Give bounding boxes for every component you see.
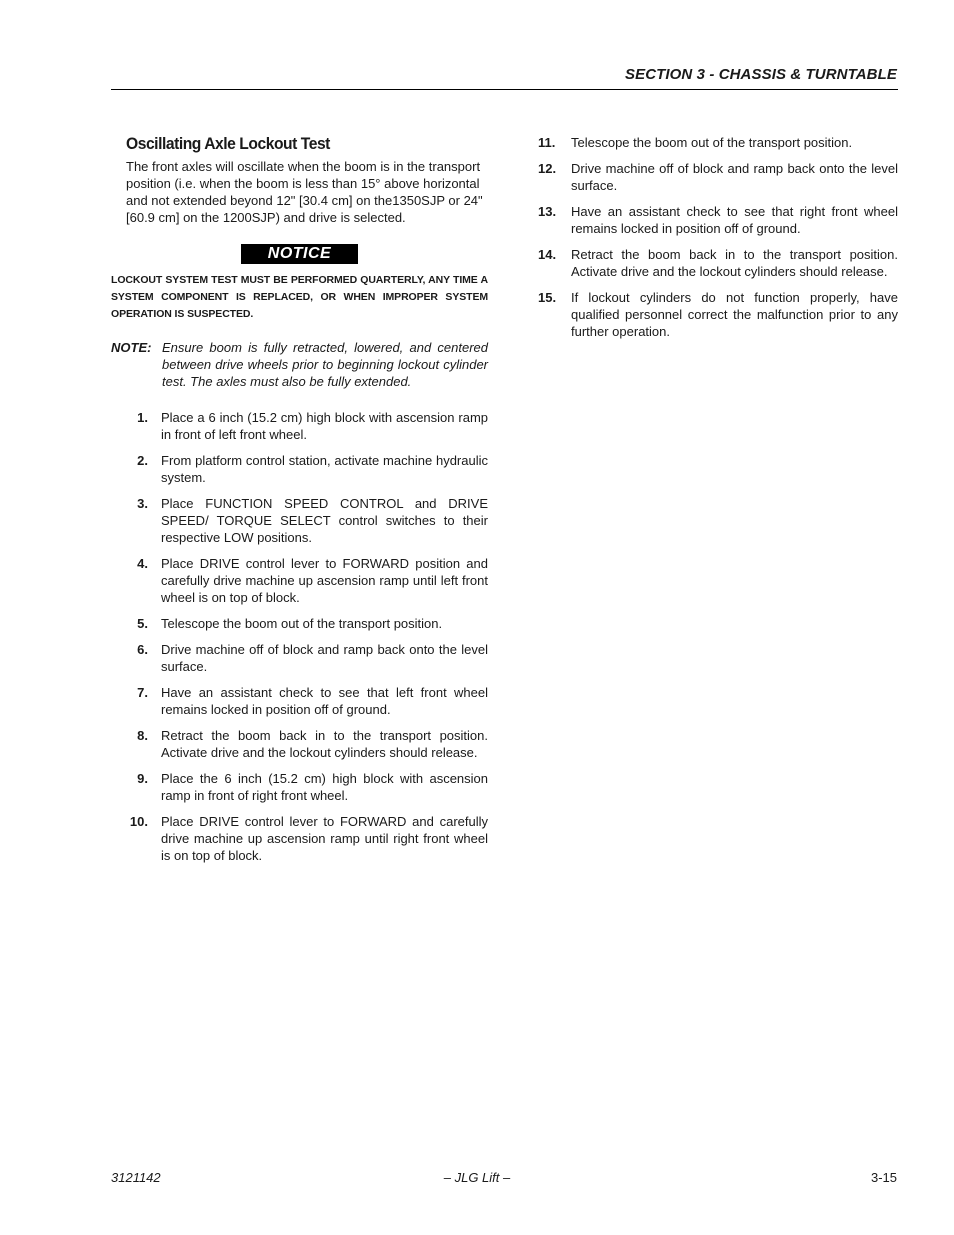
step-item: [111, 813, 488, 864]
step-number: [111, 641, 161, 675]
step-number: [538, 160, 571, 194]
step-item: [111, 495, 488, 546]
step-item: [111, 409, 488, 443]
step-number: [111, 452, 161, 486]
step-text: Drive machine off of block and ramp back onto the level surface.: [571, 161, 898, 193]
step-number-text: 5.: [137, 616, 148, 631]
step-number-text: 13.: [538, 204, 557, 219]
step-list: [111, 409, 488, 864]
step-item: [538, 246, 898, 280]
step-number: [111, 495, 161, 546]
left-column: [111, 134, 488, 873]
notice-badge: NOTICE: [241, 244, 358, 264]
step-number: [538, 289, 571, 340]
step-item: [111, 727, 488, 761]
step-text: Place FUNCTION SPEED CONTROL and DRIVE SPEED/ TORQUE SELECT control switches to their respective LOW positions.: [161, 496, 488, 545]
step-number: [538, 203, 571, 237]
step-text: Have an assistant check to see that right front wheel remains locked in position off of ground.: [571, 204, 898, 236]
step-text: If lockout cylinders do not function properly, have qualified personnel correct the malfunction prior to any further operation.: [571, 290, 898, 339]
step-item: [111, 770, 488, 804]
step-text: Have an assistant check to see that left front wheel remains locked in position off of ground.: [161, 685, 488, 717]
note-text: Ensure boom is fully retracted, lowered, and centered between drive wheels prior to beginning lockout cylinder test. The axles must also be fully extended.: [162, 340, 488, 389]
step-item: [538, 289, 898, 340]
step-number-text: 8.: [137, 728, 148, 743]
notice-text: LOCKOUT SYSTEM TEST MUST BE PERFORMED QUARTERLY, ANY TIME A SYSTEM COMPONENT IS REPLACED, OR WHEN IMPROPER SYSTEM OPERATION IS SUSPECTED.: [111, 274, 488, 320]
step-list: [538, 134, 898, 340]
step-number: [538, 246, 571, 280]
step-number-text: 3.: [137, 496, 148, 511]
section-heading: Oscillating Axle Lockout Test: [126, 134, 330, 153]
step-number: [111, 727, 161, 761]
step-number: [111, 684, 161, 718]
step-text: Telescope the boom out of the transport position.: [161, 616, 443, 631]
step-item: [538, 134, 898, 151]
step-number: [111, 555, 161, 606]
note: [111, 339, 488, 390]
step-item: [111, 641, 488, 675]
step-number-text: 11.: [538, 135, 556, 150]
step-text: Telescope the boom out of the transport position.: [571, 135, 853, 150]
step-number-text: 1.: [137, 410, 148, 425]
step-number-text: 14.: [538, 247, 557, 262]
step-number-text: 4.: [137, 556, 148, 571]
step-text: Place a 6 inch (15.2 cm) high block with ascension ramp in front of left front wheel.: [161, 410, 488, 442]
step-number-text: 2.: [137, 453, 148, 468]
step-text: Place DRIVE control lever to FORWARD position and carefully drive machine up ascension ramp until left front wheel is on top of block.: [161, 556, 488, 605]
step-number: [111, 770, 161, 804]
step-number: [111, 813, 161, 864]
step-item: [538, 160, 898, 194]
step-number-text: 12.: [538, 161, 557, 176]
step-text: Retract the boom back in to the transport position. Activate drive and the lockout cylinders should release.: [571, 247, 898, 279]
note-label: NOTE:: [111, 340, 152, 355]
intro-paragraph: The front axles will oscillate when the boom is in the transport position (i.e. when the boom is less than 15° above horizontal and not extended beyond 12" [30.4 cm] on the1350SJP or 24" [60.9 cm] on the 1200SJP) and drive is selected.: [126, 159, 483, 225]
step-text: Drive machine off of block and ramp back onto the level surface.: [161, 642, 488, 674]
step-item: [538, 203, 898, 237]
header-rule: [111, 89, 898, 90]
step-number-text: 9.: [137, 771, 148, 786]
page-number: 3-15: [870, 1170, 897, 1185]
step-number-text: 7.: [137, 685, 148, 700]
step-text: Place DRIVE control lever to FORWARD and carefully drive machine up ascension ramp until right front wheel is on top of block.: [161, 814, 488, 863]
step-number: [111, 615, 161, 632]
step-text: Retract the boom back in to the transport position. Activate drive and the lockout cylinders should release.: [161, 728, 488, 760]
step-text: Place the 6 inch (15.2 cm) high block with ascension ramp in front of right front wheel.: [161, 771, 488, 803]
footer-brand: – JLG Lift –: [443, 1170, 511, 1185]
step-number-text: 15.: [538, 290, 557, 305]
step-text: From platform control station, activate machine hydraulic system.: [161, 453, 488, 485]
step-item: [111, 452, 488, 486]
step-item: [111, 684, 488, 718]
step-number: [538, 134, 571, 151]
step-number-text: 6.: [137, 642, 148, 657]
step-item: [111, 555, 488, 606]
doc-number: 3121142: [111, 1170, 161, 1185]
notice-box: [111, 244, 488, 264]
step-number-text: 10.: [129, 814, 148, 829]
step-number: [111, 409, 161, 443]
section-title: SECTION 3 - CHASSIS & TURNTABLE: [624, 66, 897, 83]
right-column: [538, 134, 898, 349]
step-item: [111, 615, 488, 632]
